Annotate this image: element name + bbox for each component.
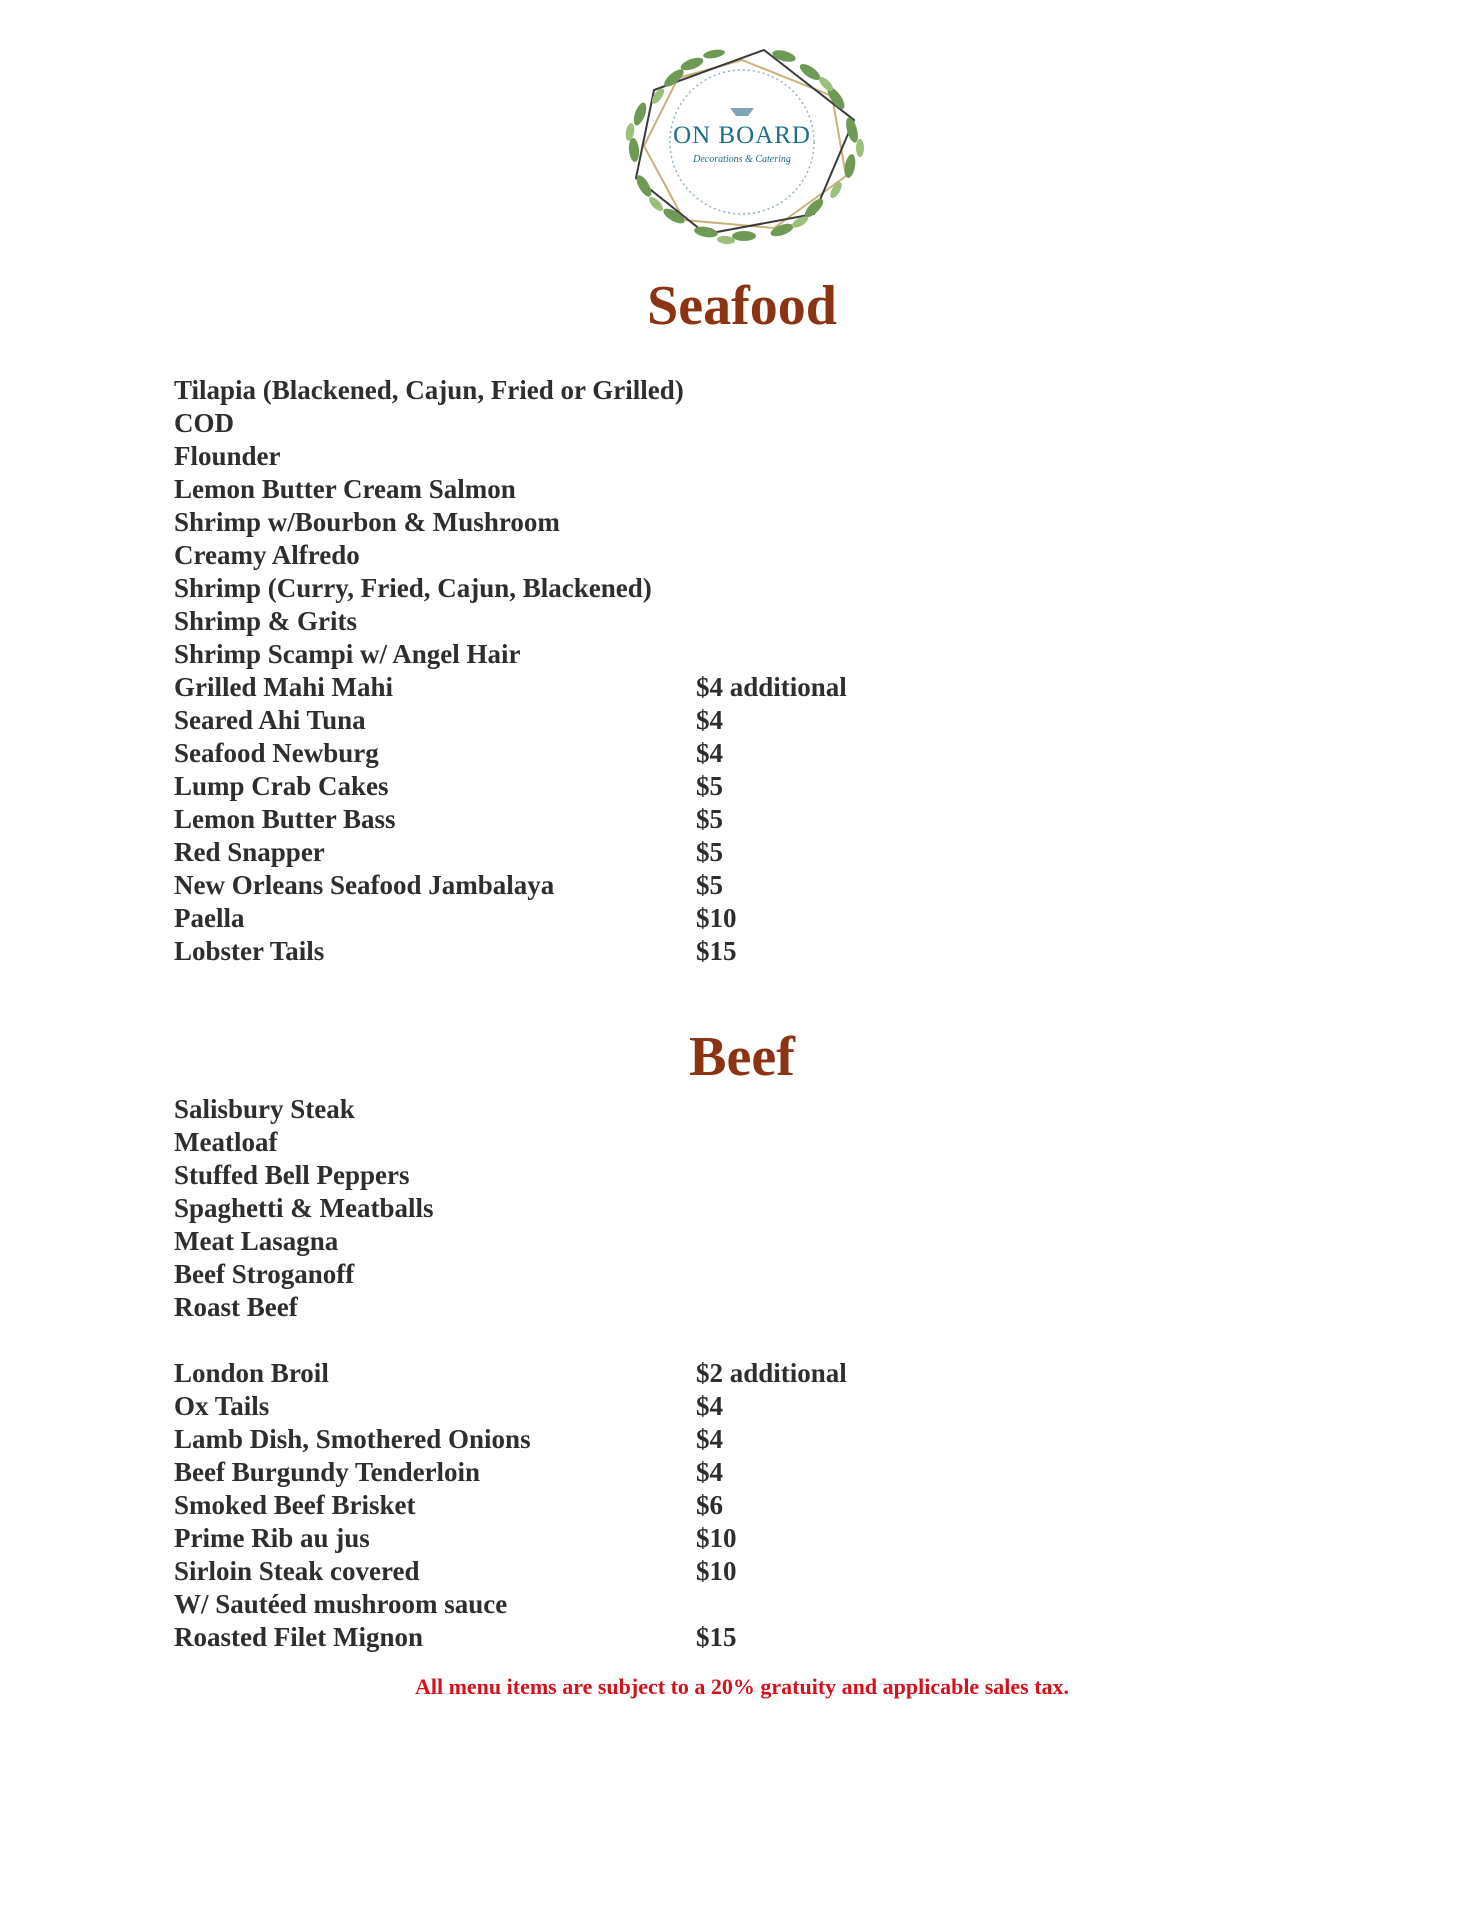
menu-item: [174, 1555, 1074, 1588]
menu-item: [174, 1291, 1074, 1324]
menu-item: [174, 572, 1074, 605]
menu-item: [174, 1522, 1074, 1555]
menu-item-price: $4: [696, 1457, 723, 1487]
gratuity-note: All menu items are subject to a 20% gratuity and applicable sales tax.: [414, 1674, 1070, 1699]
menu-item: [174, 1588, 1074, 1621]
menu-item: [174, 1489, 1074, 1522]
menu-item: [174, 638, 1074, 671]
menu-item-price: $2 additional: [696, 1358, 847, 1388]
menu-item-price: $4: [696, 705, 723, 735]
menu-item: [174, 374, 1074, 407]
menu-item-name: Grilled Mahi Mahi: [174, 672, 393, 702]
menu-item-price: $5: [696, 837, 723, 867]
logo-title: ON BOARD: [673, 122, 811, 149]
menu-item-name: London Broil: [174, 1358, 329, 1388]
menu-item-name: Lemon Butter Cream Salmon: [174, 474, 516, 504]
menu-item: [174, 737, 1074, 770]
menu-item-price: $10: [696, 1556, 737, 1586]
menu-item-name: Smoked Beef Brisket: [174, 1490, 416, 1520]
menu-item-name: Stuffed Bell Peppers: [174, 1160, 410, 1190]
menu-item-price: $6: [696, 1490, 723, 1520]
seafood-list: [174, 374, 1074, 968]
menu-item: [174, 1093, 1074, 1126]
menu-item: [174, 1126, 1074, 1159]
menu-item-name: Seared Ahi Tuna: [174, 705, 366, 735]
menu-item: [174, 407, 1074, 440]
menu-item-name: New Orleans Seafood Jambalaya: [174, 870, 555, 900]
menu-item-name: Paella: [174, 903, 245, 933]
menu-item-name: Red Snapper: [174, 837, 325, 867]
menu-item: [174, 539, 1074, 572]
menu-item-name: Ox Tails: [174, 1391, 270, 1421]
menu-item: [174, 506, 1074, 539]
menu-item: [174, 1258, 1074, 1291]
menu-item-price: $4 additional: [696, 672, 847, 702]
menu-item: [174, 1390, 1074, 1423]
menu-item: [174, 1456, 1074, 1489]
menu-item-name: Roasted Filet Mignon: [174, 1622, 423, 1652]
menu-item: [174, 1423, 1074, 1456]
menu-item: [174, 1192, 1074, 1225]
menu-item-name: Salisbury Steak: [174, 1094, 355, 1124]
on-board-logo: [614, 38, 870, 248]
menu-item-name: Flounder: [174, 441, 281, 471]
logo-subtitle: Decorations & Catering: [693, 154, 791, 165]
beef-list: [174, 1093, 1074, 1654]
menu-item-price: $15: [696, 936, 737, 966]
menu-item-price: $10: [696, 903, 737, 933]
menu-item-name: W/ Sautéed mushroom sauce: [174, 1589, 508, 1619]
menu-item-name: Seafood Newburg: [174, 738, 379, 768]
menu-item-price: $4: [696, 1424, 723, 1454]
menu-item: [174, 473, 1074, 506]
menu-item: [174, 869, 1074, 902]
menu-item-name: Lump Crab Cakes: [174, 771, 389, 801]
menu-item-name: Lobster Tails: [174, 936, 325, 966]
menu-item-name: Beef Stroganoff: [174, 1259, 355, 1289]
menu-item-name: Prime Rib au jus: [174, 1523, 370, 1553]
menu-item-price: $4: [696, 738, 723, 768]
menu-item-price: $5: [696, 771, 723, 801]
menu-item-price: $15: [696, 1622, 737, 1652]
menu-item: [174, 1621, 1074, 1654]
menu-item-name: Lemon Butter Bass: [174, 804, 396, 834]
menu-item: [174, 1159, 1074, 1192]
menu-item-name: Sirloin Steak covered: [174, 1556, 420, 1586]
menu-item-name: Meat Lasagna: [174, 1226, 339, 1256]
menu-item: [174, 1225, 1074, 1258]
menu-item-price: $5: [696, 870, 723, 900]
menu-item: [174, 902, 1074, 935]
menu-item-price: $10: [696, 1523, 737, 1553]
menu-item-name: COD: [174, 408, 234, 438]
menu-item-name: Tilapia (Blackened, Cajun, Fried or Grilled): [174, 375, 684, 405]
menu-item-name: Beef Burgundy Tenderloin: [174, 1457, 481, 1487]
menu-item-name: Shrimp (Curry, Fried, Cajun, Blackened): [174, 573, 652, 603]
menu-item-name: Meatloaf: [174, 1127, 278, 1157]
menu-item: [174, 704, 1074, 737]
menu-item-price: $5: [696, 804, 723, 834]
menu-item-name: Shrimp & Grits: [174, 606, 358, 636]
menu-item: [174, 440, 1074, 473]
menu-item-name: Shrimp Scampi w/ Angel Hair: [174, 639, 521, 669]
menu-item: [174, 803, 1074, 836]
menu-item-name: Roast Beef: [174, 1292, 298, 1322]
menu-item-name: Shrimp w/Bourbon & Mushroom: [174, 507, 560, 537]
beef-heading: Beef: [689, 1026, 795, 1088]
list-spacer: [174, 1324, 1074, 1357]
seafood-heading: Seafood: [647, 275, 837, 337]
menu-item: [174, 836, 1074, 869]
menu-item-price: $4: [696, 1391, 723, 1421]
menu-item: [174, 671, 1074, 704]
menu-item: [174, 605, 1074, 638]
menu-item: [174, 935, 1074, 968]
menu-item: [174, 770, 1074, 803]
menu-item-name: Creamy Alfredo: [174, 540, 360, 570]
menu-item-name: Lamb Dish, Smothered Onions: [174, 1424, 531, 1454]
menu-item: [174, 1357, 1074, 1390]
menu-item-name: Spaghetti & Meatballs: [174, 1193, 434, 1223]
